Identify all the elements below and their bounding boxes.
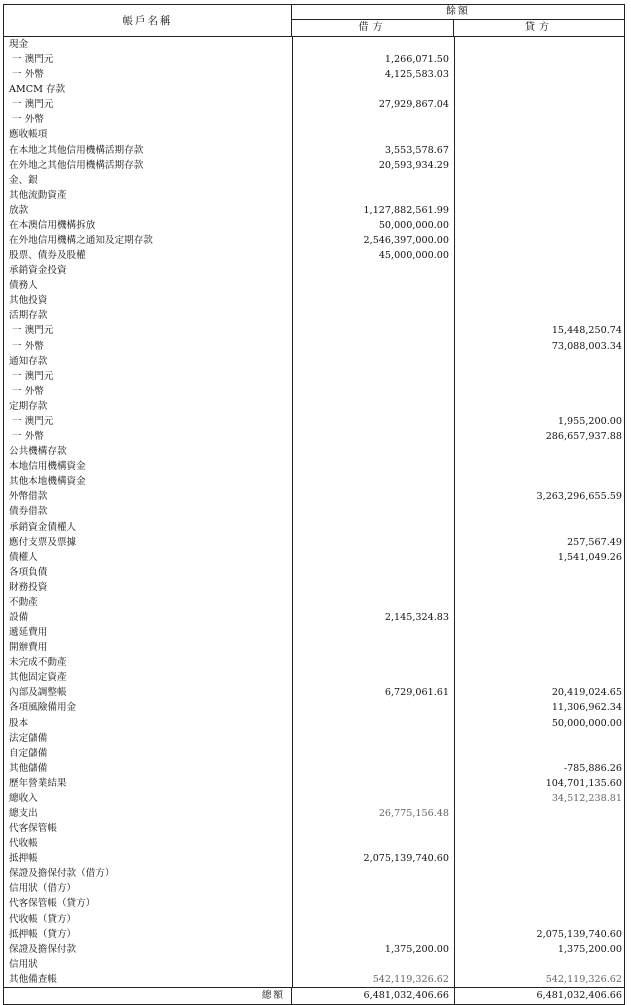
debit-value: 1,375,200.00 — [384, 943, 449, 955]
account-name: 代收帳 — [9, 838, 38, 850]
credit-value: 73,088,003.34 — [551, 340, 622, 352]
account-name: 抵押帳 — [9, 853, 38, 865]
account-name: 總收入 — [9, 792, 38, 804]
account-name: 內部及調整帳 — [9, 687, 67, 699]
account-name: 遞延費用 — [9, 627, 48, 639]
account-name: 一 外幣 — [9, 114, 44, 126]
debit-value: 6,729,061.61 — [384, 687, 449, 699]
account-name: 活期存款 — [9, 310, 48, 322]
table-row — [4, 474, 624, 489]
table-row — [4, 233, 624, 248]
table-row — [4, 776, 624, 791]
table-row — [4, 942, 624, 957]
table-row — [4, 565, 624, 580]
account-name: 一 外幣 — [9, 69, 44, 81]
account-name: 應收帳項 — [9, 129, 48, 141]
credit-value: 34,512,238.81 — [551, 792, 622, 804]
debit-value: 3,553,578.67 — [384, 144, 449, 156]
account-name: 一 澳門元 — [9, 325, 54, 337]
total-label: 總額 — [4, 988, 292, 1004]
account-name: AMCM 存款 — [9, 84, 66, 96]
account-name: 總支出 — [9, 807, 38, 819]
account-name: 在外地信用機構之通知及定期存款 — [9, 235, 153, 247]
table-row — [4, 791, 624, 806]
account-name: 信用狀 — [9, 958, 38, 970]
table-row — [4, 278, 624, 293]
table-row — [4, 504, 624, 519]
credit-value: 286,657,937.88 — [545, 431, 622, 443]
table-row — [4, 716, 624, 731]
account-name: 歷年營業結果 — [9, 777, 67, 789]
account-name: 通知存款 — [9, 355, 48, 367]
table-row — [4, 173, 624, 188]
account-name: 信用狀（借方） — [9, 883, 77, 895]
table-row — [4, 218, 624, 233]
table-row — [4, 655, 624, 670]
account-name: 本地信用機構資金 — [9, 461, 86, 473]
account-name: 承銷資金投資 — [9, 265, 67, 277]
account-name: 代客保管帳 — [9, 823, 57, 835]
table-row — [4, 127, 624, 142]
debit-value: 542,119,326.62 — [372, 973, 449, 985]
account-name: 放款 — [9, 204, 29, 216]
account-name: 現金 — [9, 39, 29, 50]
account-name: 一 外幣 — [9, 385, 44, 397]
table-row — [4, 535, 624, 550]
table-row — [4, 489, 624, 504]
balance-header: 餘額 — [292, 5, 624, 20]
debit-value: 20,593,934.29 — [378, 159, 449, 171]
table-row — [4, 580, 624, 595]
credit-value: 1,955,200.00 — [557, 415, 622, 427]
credit-value: 542,119,326.62 — [545, 973, 622, 985]
table-row — [4, 550, 624, 565]
debit-value: 1,266,071.50 — [384, 54, 449, 66]
credit-value: 2,075,139,740.60 — [536, 928, 622, 940]
account-name: 債務人 — [9, 280, 38, 292]
table-row — [4, 836, 624, 851]
table-row — [4, 323, 624, 338]
table-row — [4, 263, 624, 278]
table-row — [4, 866, 624, 881]
total-debit: 6,481,032,406.66 — [363, 989, 449, 1001]
account-name: 金、銀 — [9, 174, 38, 186]
account-name-header: 帳戶名稱 — [4, 5, 292, 36]
credit-value: 50,000,000.00 — [551, 717, 622, 729]
account-name: 財務投資 — [9, 581, 48, 593]
table-row — [4, 746, 624, 761]
table-row — [4, 731, 624, 746]
table-row — [4, 700, 624, 715]
table-row — [4, 459, 624, 474]
table-row — [4, 248, 624, 263]
account-name: 債權人 — [9, 551, 38, 563]
debit-value: 2,145,324.83 — [384, 611, 449, 623]
total-row — [4, 987, 624, 1004]
table-row — [4, 339, 624, 354]
table-row — [4, 927, 624, 942]
table-body — [4, 37, 624, 987]
total-credit: 6,481,032,406.66 — [536, 989, 622, 1001]
debit-value: 45,000,000.00 — [378, 250, 449, 262]
table-row — [4, 881, 624, 896]
account-name: 代客保管帳（貸方） — [9, 898, 96, 910]
table-row — [4, 112, 624, 127]
table-row — [4, 67, 624, 82]
table-row — [4, 37, 624, 52]
table-row — [4, 821, 624, 836]
account-name: 保證及擔保付款（借方） — [9, 868, 115, 880]
account-name: 股本 — [9, 717, 29, 729]
table-row — [4, 354, 624, 369]
account-name: 抵押帳（貸方） — [9, 928, 77, 940]
table-row — [4, 896, 624, 911]
account-name: 一 外幣 — [9, 340, 44, 352]
account-name: 外幣借款 — [9, 491, 48, 503]
debit-value: 4,125,583.03 — [384, 69, 449, 81]
table-row — [4, 670, 624, 685]
account-name: 其他備查帳 — [9, 973, 57, 985]
table-row — [4, 203, 624, 218]
account-name: 其他儲備 — [9, 762, 48, 774]
account-name: 一 澳門元 — [9, 370, 54, 382]
table-row — [4, 52, 624, 67]
account-name: 保證及擔保付款 — [9, 943, 77, 955]
account-name: 其他流動資產 — [9, 189, 67, 201]
table-row — [4, 293, 624, 308]
account-name: 在外地之其他信用機構活期存款 — [9, 159, 144, 171]
account-name: 代收帳（貸方） — [9, 913, 77, 925]
table-header — [4, 5, 624, 37]
credit-value: 257,567.49 — [567, 536, 622, 548]
table-row — [4, 414, 624, 429]
table-row — [4, 384, 624, 399]
table-row — [4, 369, 624, 384]
credit-header: 貸方 — [525, 22, 553, 33]
table-row — [4, 685, 624, 700]
table-row — [4, 972, 624, 987]
table-row — [4, 188, 624, 203]
account-name: 其他本地機構資金 — [9, 476, 86, 488]
account-name: 各項風險備用金 — [9, 702, 77, 714]
trial-balance-table — [3, 4, 625, 1005]
credit-value: 3,263,296,655.59 — [536, 491, 622, 503]
account-name: 定期存款 — [9, 400, 48, 412]
account-name: 在本地之其他信用機構活期存款 — [9, 144, 144, 156]
debit-value: 27,929,867.04 — [378, 99, 449, 111]
table-row — [4, 761, 624, 776]
account-name: 股票、債券及股權 — [9, 250, 86, 262]
credit-value: 1,375,200.00 — [557, 943, 622, 955]
account-name: 未完成不動產 — [9, 657, 67, 669]
credit-value: 1,541,049.26 — [557, 551, 622, 563]
account-name: 債券借款 — [9, 506, 48, 518]
account-name: 其他投資 — [9, 295, 48, 307]
credit-value: 15,448,250.74 — [551, 325, 622, 337]
account-name: 一 澳門元 — [9, 99, 54, 111]
table-row — [4, 429, 624, 444]
table-row — [4, 610, 624, 625]
account-name: 一 澳門元 — [9, 54, 54, 66]
credit-value: -785,886.26 — [563, 762, 622, 774]
credit-value: 104,701,135.60 — [545, 777, 622, 789]
debit-value: 2,075,139,740.60 — [363, 853, 449, 865]
table-row — [4, 851, 624, 866]
debit-value: 2,546,397,000.00 — [363, 235, 449, 247]
account-name: 其他固定資產 — [9, 672, 67, 684]
table-row — [4, 520, 624, 535]
table-row — [4, 640, 624, 655]
table-row — [4, 595, 624, 610]
table-row — [4, 143, 624, 158]
account-name: 法定儲備 — [9, 732, 48, 744]
table-row — [4, 82, 624, 97]
debit-header: 借方 — [292, 20, 454, 36]
account-name: 一 澳門元 — [9, 415, 54, 427]
debit-value: 50,000,000.00 — [378, 219, 449, 231]
column-divider — [454, 988, 455, 1004]
table-row — [4, 957, 624, 972]
table-row — [4, 912, 624, 927]
account-name: 自定儲備 — [9, 747, 48, 759]
debit-value: 1,127,882,561.99 — [363, 204, 449, 216]
credit-value: 20,419,024.65 — [551, 687, 622, 699]
table-row — [4, 399, 624, 414]
table-row — [4, 308, 624, 323]
account-name: 應付支票及票據 — [9, 536, 77, 548]
account-name: 在本澳信用機構拆放 — [9, 219, 96, 231]
account-name: 不動產 — [9, 596, 38, 608]
account-name: 設備 — [9, 611, 29, 623]
table-row — [4, 625, 624, 640]
account-name: 承銷資金債權人 — [9, 521, 77, 533]
account-name: 各項負債 — [9, 566, 48, 578]
credit-value: 11,306,962.34 — [551, 702, 622, 714]
debit-value: 26,775,156.48 — [378, 807, 449, 819]
account-name: 開辦費用 — [9, 642, 48, 654]
table-row — [4, 444, 624, 459]
table-row — [4, 97, 624, 112]
account-name: 一 外幣 — [9, 431, 44, 443]
account-name: 公共機構存款 — [9, 446, 67, 458]
table-row — [4, 806, 624, 821]
table-row — [4, 158, 624, 173]
